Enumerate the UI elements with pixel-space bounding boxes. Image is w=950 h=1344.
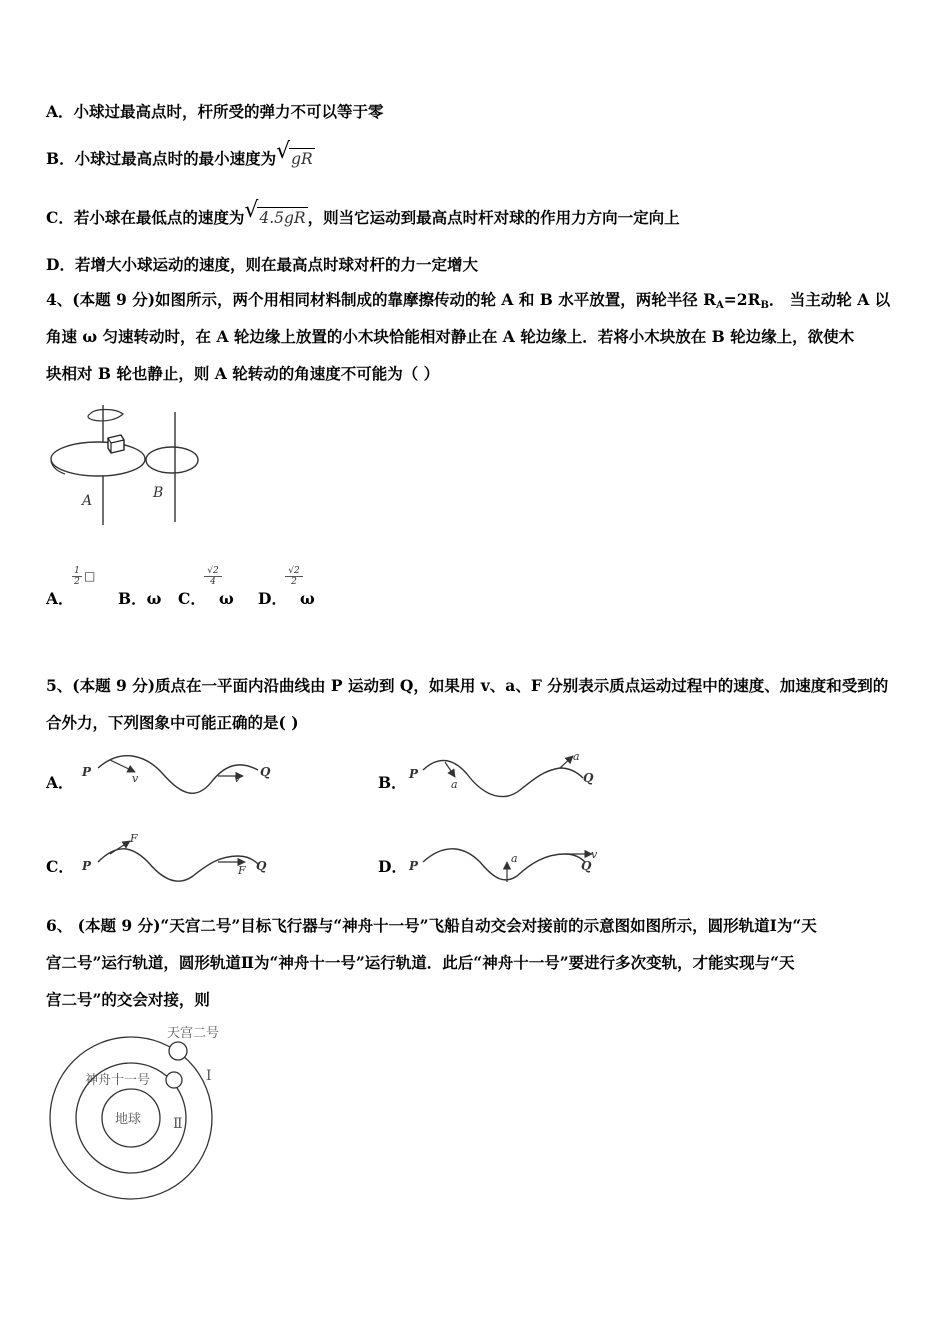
q3-option-c-sqrt <box>246 207 307 228</box>
q5-d-v1: v <box>591 848 598 861</box>
q5-c-f1: F <box>130 832 138 845</box>
q5-option-c-label: C． <box>46 857 74 876</box>
q5-d-q: Q <box>581 859 592 873</box>
q3-option-a-label: A． <box>46 102 74 121</box>
wheel-b-label: B <box>153 485 164 501</box>
orbit-2-label: Ⅱ <box>173 1116 183 1132</box>
q6-line-1: 6、 (本题 9 分)“天宫二号”目标飞行器与“神舟十一号”飞船自动交会对接前的示意图如图所示，圆形轨道Ⅰ为“天 <box>46 916 817 935</box>
q4-option-c-denominator: 4 <box>204 576 222 587</box>
q5-line-2: 合外力，下列图象中可能正确的是( ) <box>46 713 299 732</box>
q4-sub-a: A <box>716 300 724 311</box>
wheel-a-label: A <box>82 493 93 509</box>
q3-option-c-label: C． <box>46 208 74 227</box>
q4-line-1-mid: =2R <box>723 290 761 309</box>
q5-b-a2: a <box>573 750 580 763</box>
q5-option-a-label: A． <box>46 773 74 792</box>
q3-option-c-formula: 4.5gR <box>259 209 306 227</box>
q4-option-a-numerator: 1 <box>74 566 80 576</box>
q3-option-a <box>46 102 384 122</box>
q5-c-curve <box>98 849 258 881</box>
q3-option-c-text-after: ，则当它运动到最高点时杆对球的作用力方向一定向上 <box>307 208 680 227</box>
q3-option-b-label: B． <box>46 149 75 168</box>
q3-option-d-text: 若增大小球运动的速度，则在最高点时球对杆的力一定增大 <box>74 255 478 274</box>
q4-line-3: 块相对 B 轮也静止，则 A 轮转动的角速度不可能为（ ） <box>46 364 440 383</box>
q3-option-c <box>46 207 680 228</box>
q5-a-q: Q <box>260 765 271 779</box>
q4-option-c-fraction <box>204 566 222 587</box>
q5-option-b-figure <box>405 750 605 805</box>
shenzhou-label: 神舟十一号 <box>85 1073 151 1088</box>
q5-line-1: 5、(本题 9 分)质点在一平面内沿曲线由 P 运动到 Q，如果用 v、a、F 分别表示质点运动过程中的速度、加速度和受到的 <box>46 676 889 695</box>
q4-option-c-symbol: ω <box>219 589 234 608</box>
q5-option-d-figure <box>405 832 605 892</box>
q4-option-d-denominator: 2 <box>285 576 303 587</box>
q4-line-1-text: 4、(本题 9 分)如图所示，两个用相同材料制成的靠摩擦传动的轮 A 和 B 水平放置，两轮半径 R <box>46 290 717 309</box>
earth-label: 地球 <box>115 1112 142 1127</box>
q4-option-b: B．ω <box>118 589 162 608</box>
q5-b-acceleration-2-arrow <box>560 756 573 768</box>
q5-b-q: Q <box>583 771 594 785</box>
wheel-a <box>51 442 145 476</box>
q4-wheels-figure <box>45 400 225 530</box>
q6-orbit-figure <box>45 1018 285 1198</box>
q4-line-1-after: ． 当主动轮 A 以 <box>768 290 891 309</box>
q5-a-velocity-1-arrow <box>110 760 135 772</box>
q6-line-2: 宫二号”运行轨道，圆形轨道Ⅱ为“神舟十一号”运行轨道．此后“神舟十一号”要进行多次变轨，才能实现与“天 <box>46 953 795 972</box>
q3-option-b-text: 小球过最高点时的最小速度为 <box>74 149 277 168</box>
q4-option-d-numerator: √2 <box>288 566 300 576</box>
q5-d-p: P <box>409 859 419 873</box>
q3-option-a-text: 小球过最高点时，杆所受的弹力不可以等于零 <box>73 102 384 121</box>
q3-option-d <box>46 255 478 275</box>
q5-c-force-1-arrow <box>110 841 130 854</box>
q4-option-d-fraction <box>285 566 303 587</box>
q5-b-a1: a <box>451 778 458 791</box>
q3-option-c-text-before: 若小球在最低点的速度为 <box>73 208 245 227</box>
q5-c-q: Q <box>256 859 267 873</box>
q3-option-b-sqrt <box>278 148 315 169</box>
q5-a-v1: v <box>132 772 139 785</box>
q5-c-f2: F <box>238 864 246 877</box>
q5-b-acceleration-1-arrow <box>445 762 455 777</box>
q4-option-d-symbol: ω <box>300 589 315 608</box>
q4-line-2: 角速 ω 匀速转动时，在 A 轮边缘上放置的小木块恰能相对静止在 A 轮边缘上．若将小木块放在 B 轮边缘上，欲使木 <box>46 327 855 346</box>
q4-option-a-denominator: 2 <box>72 576 82 587</box>
tiangong-label: 天宫二号 <box>167 1026 220 1041</box>
q5-option-c-figure <box>78 832 278 892</box>
q5-a-p: P <box>82 765 92 779</box>
q5-b-p: P <box>409 767 419 781</box>
q5-option-d-label: D． <box>378 857 407 876</box>
q6-line-3: 宫二号”的交会对接，则 <box>46 990 210 1009</box>
q5-option-a-figure <box>78 752 278 802</box>
q4-option-a-symbol: □ <box>84 569 96 583</box>
q3-option-b <box>46 148 315 169</box>
q5-a-v2: v <box>234 772 241 785</box>
q4-sub-b: B <box>760 300 769 311</box>
q5-d-curve <box>423 849 585 880</box>
q4-option-a-fraction <box>72 566 82 587</box>
rotation-arrow-icon <box>88 410 123 421</box>
q5-d-a1: a <box>511 852 518 865</box>
q4-line-1 <box>46 290 890 316</box>
q5-option-b-label: B． <box>378 773 407 792</box>
tiangong-circle <box>169 1042 187 1060</box>
q4-option-c-label: C． <box>178 589 206 608</box>
orbit-1-label: Ⅰ <box>206 1068 212 1084</box>
q3-option-d-label: D． <box>46 255 75 274</box>
q4-option-c-numerator: √2 <box>207 566 219 576</box>
q5-c-p: P <box>82 859 92 873</box>
shenzhou-circle <box>166 1072 182 1088</box>
q4-option-a-label: A． <box>46 589 74 608</box>
q4-option-d-label: D． <box>258 589 287 608</box>
wheel-b <box>146 447 198 473</box>
q3-option-b-formula: gR <box>291 150 313 168</box>
